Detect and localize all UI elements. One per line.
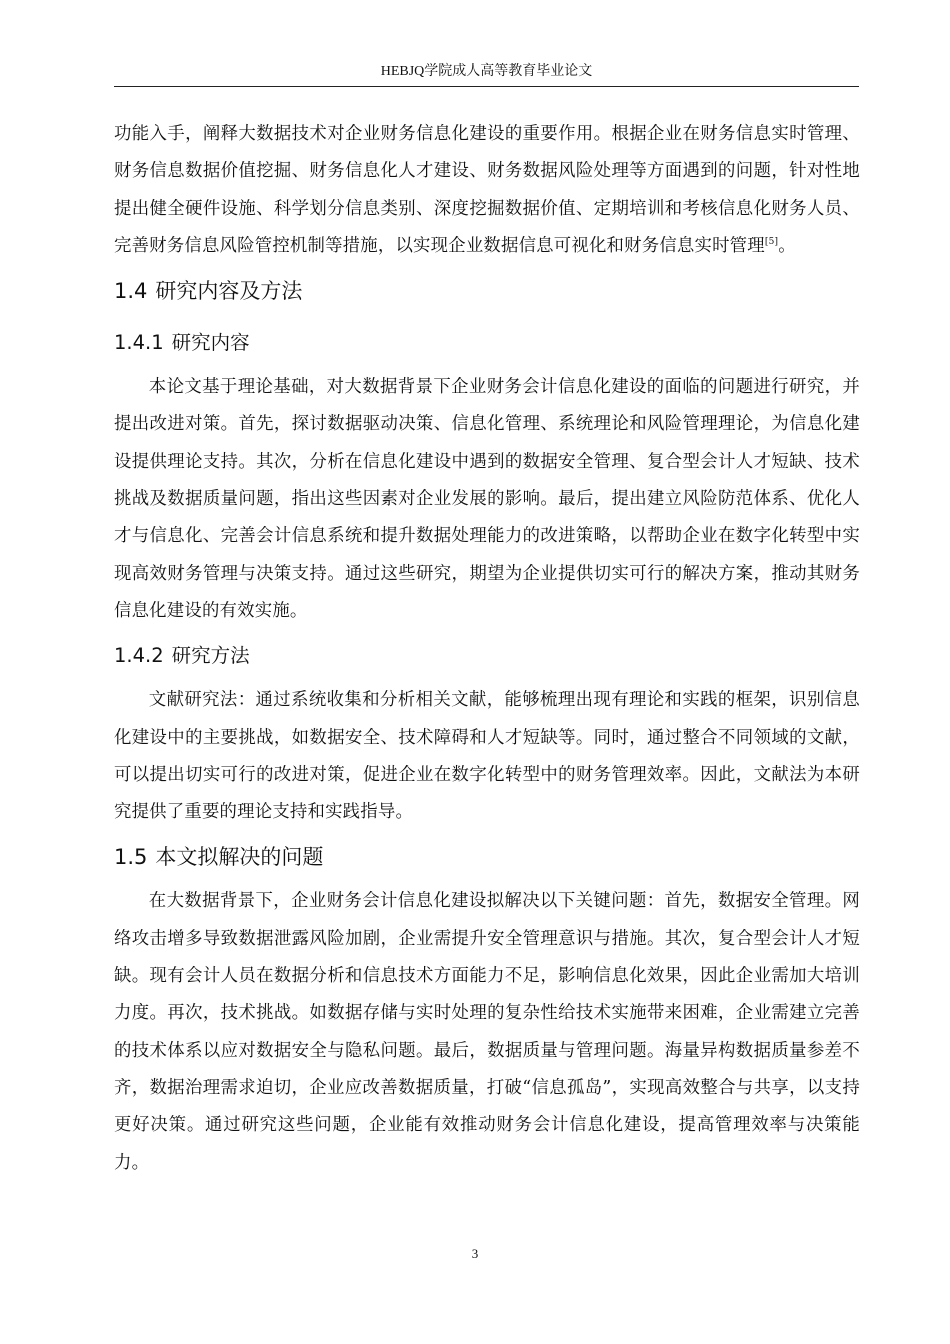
section-title: 研究内容 <box>171 331 250 355</box>
section-title: 本文拟解决的问题 <box>155 845 324 870</box>
section-number: 1.4.2 <box>114 644 164 668</box>
page-content <box>114 116 860 1182</box>
intro-paragraph-text: 功能入手，阐释大数据技术对企业财务信息化建设的重要作用。根据企业在财务信息实时管理、财务信息数据价值挖掘、财务信息化人才建设、财务数据风险处理等方面遇到的问题，针对性地提出健全硬件设施、科学划分信息类别、深度挖掘数据价值、定期培训和考核信息化财务人员、完善财务信息风险管控机制等措施，以实现企业数据信息可视化和财务信息实时管理 <box>114 124 860 256</box>
section-number: 1.4.1 <box>114 331 164 355</box>
section-title: 研究内容及方法 <box>155 279 303 304</box>
section-heading-1-5 <box>114 831 860 883</box>
intro-paragraph-end: 。 <box>778 235 796 256</box>
running-header: HEBJQ学院成人高等教育毕业论文 <box>380 64 593 79</box>
section-heading-1-4-2 <box>114 630 860 682</box>
intro-paragraph <box>114 116 860 265</box>
problems-paragraph: 在大数据背景下，企业财务会计信息化建设拟解决以下关键问题：首先，数据安全管理。网络攻击增多导致数据泄露风险加剧，企业需提升安全管理意识与措施。其次，复合型会计人才短缺。现有会计人员在数据分析和信息技术方面能力不足，影响信息化效果，因此企业需加大培训力度。再次，技术挑战。如数据存储与实时处理的复杂性给技术实施带来困难，企业需建立完善的技术体系以应对数据安全与隐私问题。最后，数据质量与管理问题。海量异构数据质量参差不齐，数据治理需求迫切，企业应改善数据质量，打破“信息孤岛”，实现高效整合与共享，以支持更好决策。通过研究这些问题，企业能有效推动财务会计信息化建设，提高管理效率与决策能力。 <box>114 891 860 1173</box>
section-heading-1-4-1 <box>114 317 860 369</box>
citation-marker: [5] <box>764 237 779 248</box>
research-method-paragraph: 文献研究法：通过系统收集和分析相关文献，能够梳理出现有理论和实践的框架，识别信息化建设中的主要挑战，如数据安全、技术障碍和人才短缺等。同时，通过整合不同领域的文献，可以提出切实可行的改进对策，促进企业在数字化转型中的财务管理效率。因此，文献法为本研究提供了重要的理论支持和实践指导。 <box>114 690 860 823</box>
section-heading-1-4 <box>114 265 860 317</box>
page-number: 3 <box>471 1246 479 1261</box>
section-title: 研究方法 <box>171 644 250 668</box>
header-rule <box>114 86 859 87</box>
research-content-paragraph: 本论文基于理论基础，对大数据背景下企业财务会计信息化建设的面临的问题进行研究，并提出改进对策。首先，探讨数据驱动决策、信息化管理、系统理论和风险管理理论，为信息化建设提供理论支持。其次，分析在信息化建设中遇到的数据安全管理、复合型会计人才短缺、技术挑战及数据质量问题，指出这些因素对企业发展的影响。最后，提出建立风险防范体系、优化人才与信息化、完善会计信息系统和提升数据处理能力的改进策略，以帮助企业在数字化转型中实现高效财务管理与决策支持。通过这些研究，期望为企业提供切实可行的解决方案，推动其财务信息化建设的有效实施。 <box>114 377 860 621</box>
section-number: 1.5 <box>114 845 148 870</box>
section-number: 1.4 <box>114 279 148 304</box>
